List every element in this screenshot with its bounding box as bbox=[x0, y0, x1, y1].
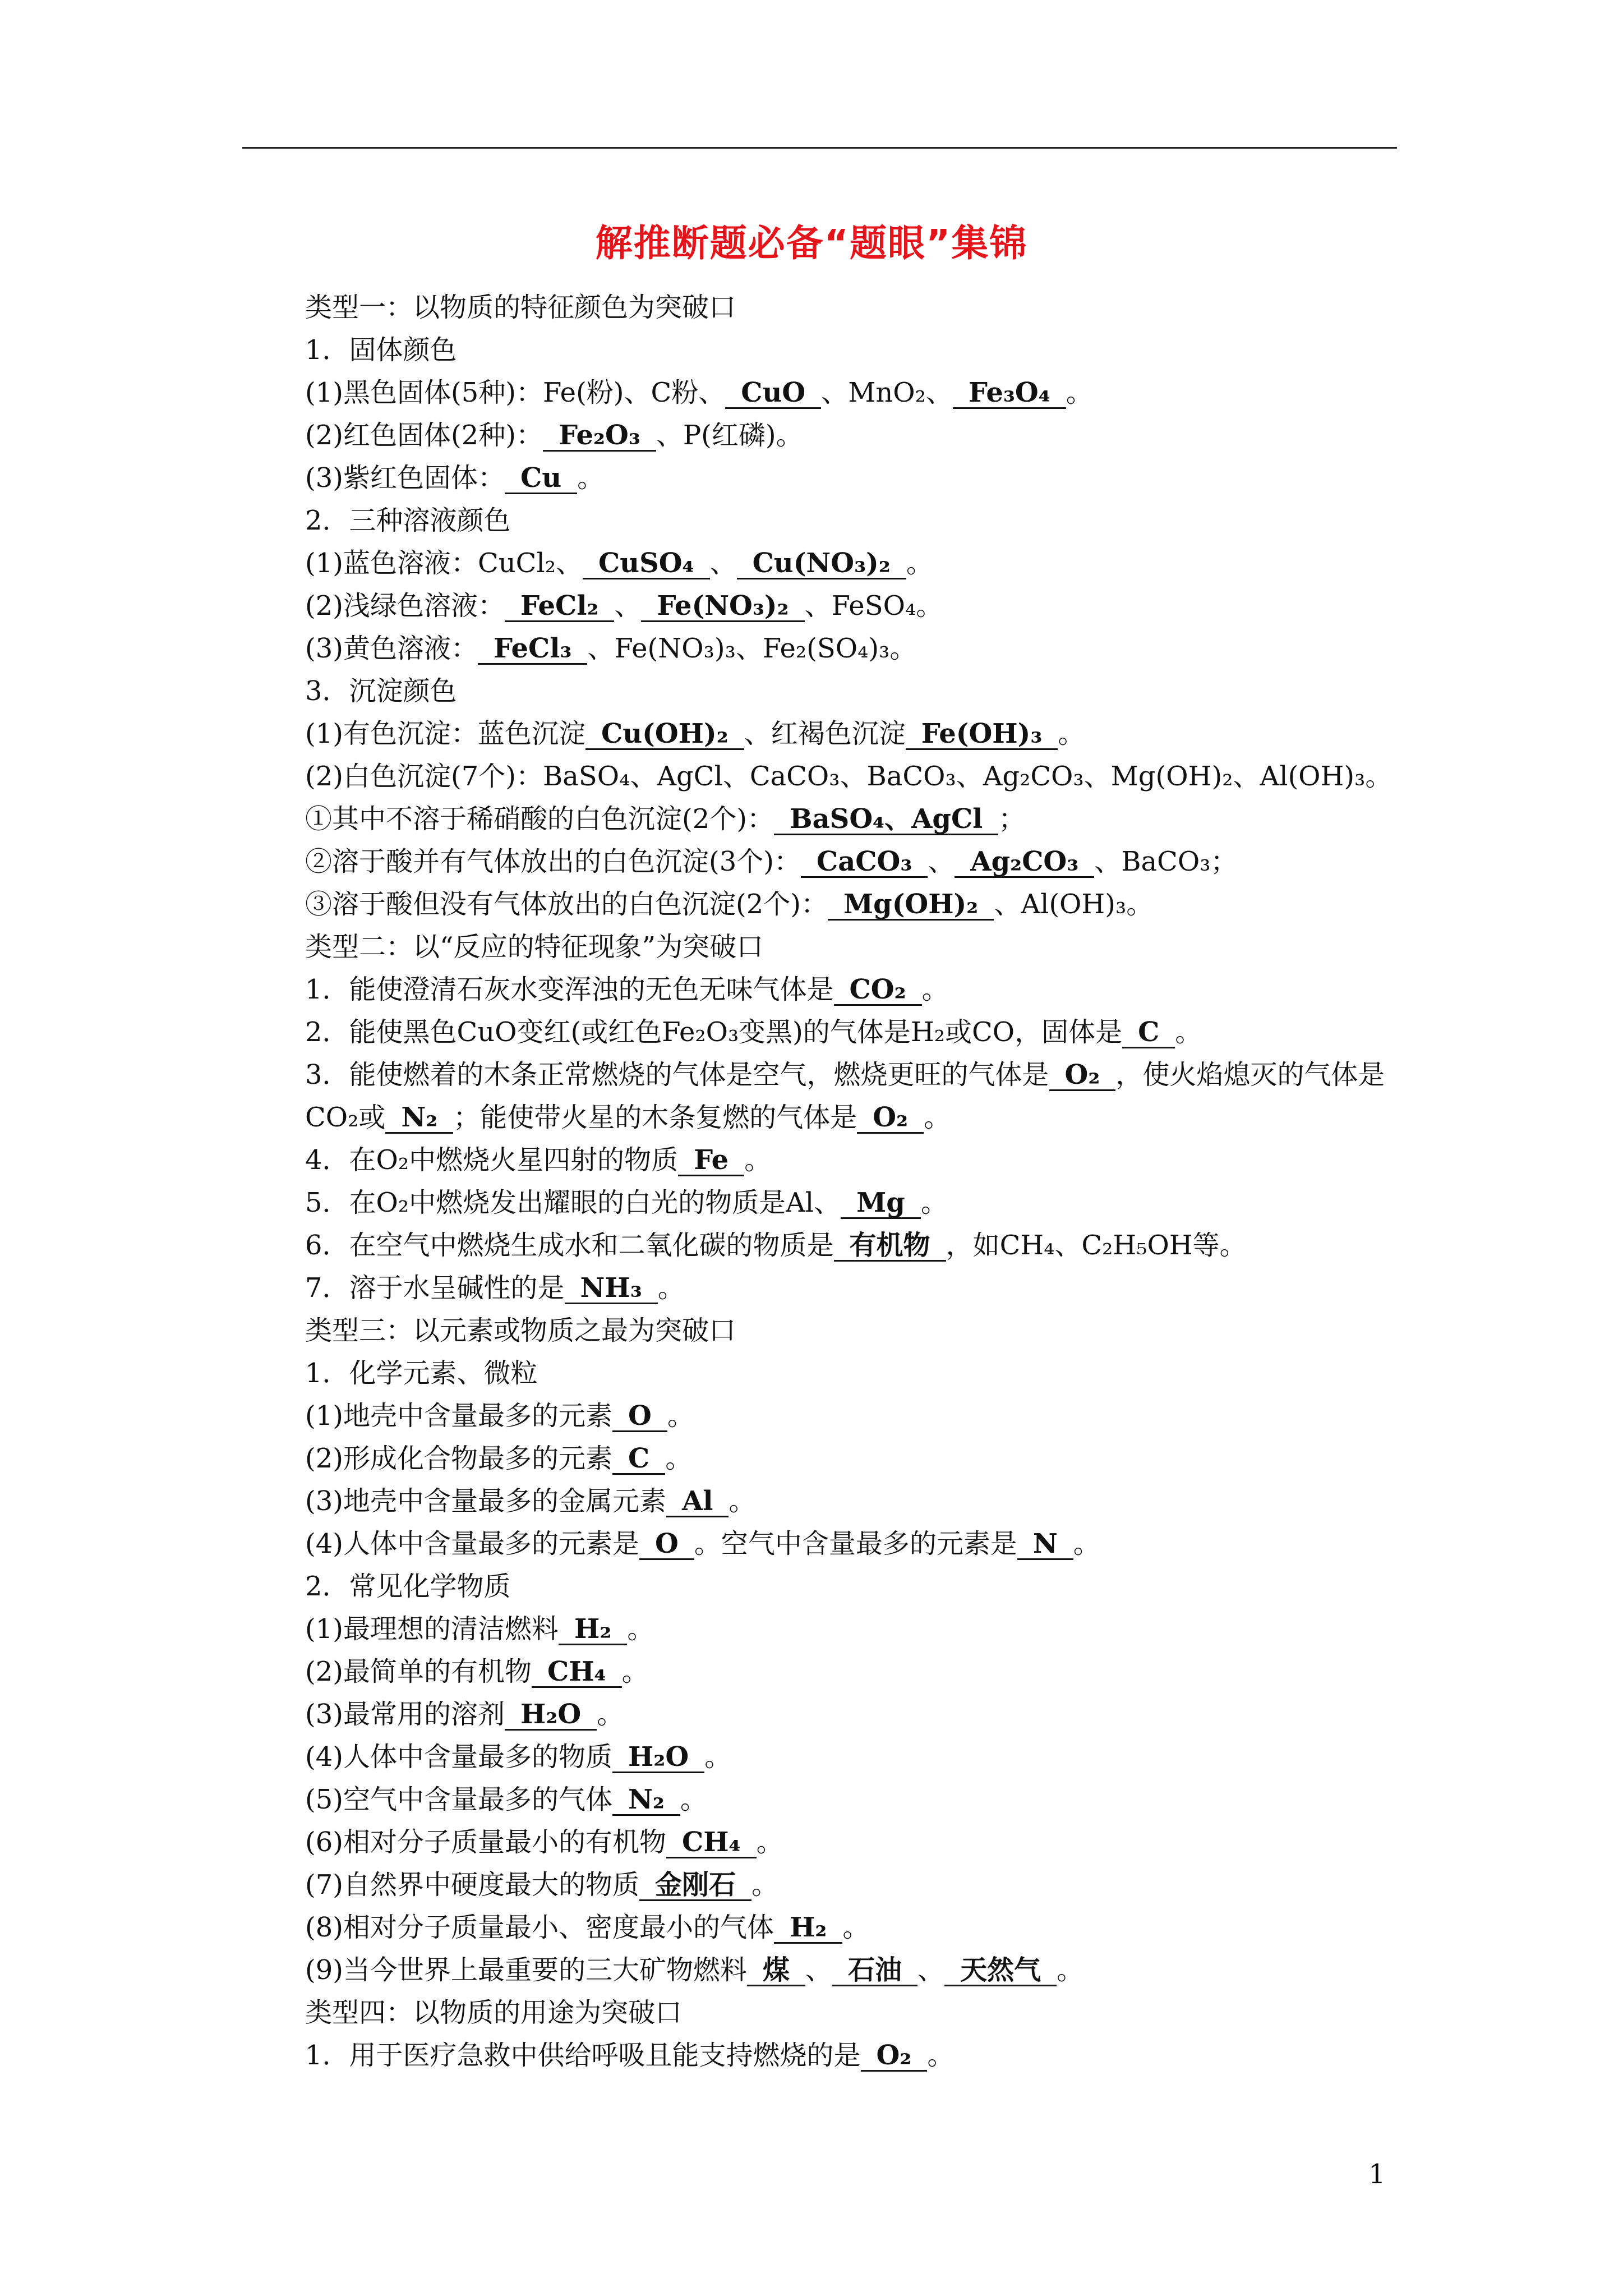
line-text: ③溶于酸但没有气体放出的白色沉淀(2个)： bbox=[305, 889, 828, 920]
line-text: 。 bbox=[704, 1741, 732, 1773]
answer-blank: H₂ bbox=[559, 1614, 627, 1645]
line-text: 7．溶于水呈碱性的是 bbox=[305, 1272, 565, 1304]
text-line bbox=[247, 968, 1402, 1011]
line-text: 、FeSO₄。 bbox=[804, 590, 943, 622]
text-line bbox=[247, 1736, 1402, 1778]
text-line bbox=[247, 371, 1402, 414]
text-line bbox=[247, 1608, 1402, 1650]
line-text: 。 bbox=[728, 1485, 756, 1517]
line-text: 、BaCO₃； bbox=[1094, 846, 1238, 877]
line-text: 、MnO₂、 bbox=[821, 377, 953, 408]
line-text: (3)地壳中含量最多的金属元素 bbox=[305, 1485, 666, 1517]
answer-blank: 金刚石 bbox=[639, 1870, 751, 1901]
text-line bbox=[247, 329, 1402, 371]
answer-blank: Fe₃O₄ bbox=[953, 378, 1066, 409]
line-text: (1)有色沉淀：蓝色沉淀 bbox=[305, 718, 585, 749]
answer-blank: CH₄ bbox=[532, 1657, 622, 1688]
answer-blank: Fe₂O₃ bbox=[543, 421, 656, 452]
line-text: 、 bbox=[917, 1954, 945, 1986]
line-text: 。 bbox=[1175, 1016, 1202, 1048]
answer-blank: BaSO₄、AgCl bbox=[774, 804, 998, 835]
answer-blank: FeCl₃ bbox=[478, 634, 587, 665]
line-text: 类型三：以元素或物质之最为突破口 bbox=[305, 1315, 736, 1346]
line-text: (4)人体中含量最多的物质 bbox=[305, 1741, 612, 1773]
line-text: (2)白色沉淀(7个)：BaSO₄、AgCl、CaCO₃、BaCO₃、Ag₂CO₃、Mg(OH)₂、Al(OH)₃。 bbox=[305, 761, 1393, 792]
answer-blank: Fe(OH)₃ bbox=[906, 719, 1058, 750]
answer-blank: C bbox=[1122, 1018, 1175, 1048]
text-line bbox=[247, 712, 1402, 755]
answer-blank: O₂ bbox=[861, 2041, 928, 2072]
line-text: 2．常见化学物质 bbox=[305, 1571, 511, 1602]
text-line bbox=[247, 1693, 1402, 1736]
text-line bbox=[247, 1778, 1402, 1821]
answer-blank: 有机物 bbox=[834, 1231, 946, 1262]
line-text: 2．三种溶液颜色 bbox=[305, 505, 511, 536]
answer-blank: Fe bbox=[678, 1145, 744, 1176]
line-text: 。 bbox=[1066, 377, 1093, 408]
answer-blank: Al bbox=[666, 1487, 728, 1517]
answer-blank: CH₄ bbox=[666, 1828, 757, 1858]
text-line bbox=[247, 1267, 1402, 1309]
answer-blank: CO₂ bbox=[834, 975, 922, 1006]
answer-blank: O₂ bbox=[1049, 1060, 1116, 1091]
answer-blank: Cu bbox=[505, 463, 577, 494]
line-text: 。 bbox=[621, 1656, 649, 1687]
text-line bbox=[247, 2034, 1402, 2077]
line-text: 6．在空气中燃烧生成水和二氧化碳的物质是 bbox=[305, 1230, 834, 1261]
line-text: 、 bbox=[928, 846, 955, 877]
text-line bbox=[247, 1821, 1402, 1864]
text-line bbox=[247, 1522, 1402, 1565]
text-line bbox=[247, 1224, 1402, 1267]
text-line bbox=[247, 798, 1402, 840]
page-title: 解推断题必备“题眼”集锦 bbox=[595, 222, 1028, 265]
line-text: 、Fe(NO₃)₃、Fe₂(SO₄)₃。 bbox=[587, 633, 917, 664]
line-text: (9)当今世界上最重要的三大矿物燃料 bbox=[305, 1954, 747, 1986]
line-text: 。 bbox=[627, 1613, 654, 1645]
line-text: 。 bbox=[906, 547, 933, 579]
line-text: 。 bbox=[921, 974, 949, 1005]
line-text: 、 bbox=[614, 590, 642, 622]
text-line bbox=[247, 414, 1402, 457]
answer-blank: 石油 bbox=[832, 1955, 917, 1986]
answer-blank: CuSO₄ bbox=[583, 549, 710, 579]
line-text: (8)相对分子质量最小、密度最小的气体 bbox=[305, 1912, 774, 1943]
text-line bbox=[247, 1565, 1402, 1608]
line-text: (1)地壳中含量最多的元素 bbox=[305, 1400, 612, 1432]
line-text: (6)相对分子质量最小的有机物 bbox=[305, 1826, 666, 1858]
line-text: ①其中不溶于稀硝酸的白色沉淀(2个)： bbox=[305, 803, 774, 835]
line-text: 、 bbox=[709, 547, 737, 579]
document-body bbox=[247, 286, 1402, 2077]
text-line bbox=[247, 1437, 1402, 1480]
line-text: 。 bbox=[924, 1102, 951, 1133]
line-text: 。 bbox=[920, 1187, 948, 1218]
text-line bbox=[247, 1906, 1402, 1949]
line-text: 、Al(OH)₃。 bbox=[994, 889, 1154, 920]
line-text: (2)形成化合物最多的元素 bbox=[305, 1443, 612, 1474]
line-text: 。 bbox=[657, 1272, 685, 1304]
line-text: 、P(红磷)。 bbox=[656, 420, 803, 451]
answer-blank: Mg(OH)₂ bbox=[828, 890, 994, 921]
answer-blank: CuO bbox=[725, 378, 821, 409]
text-line bbox=[247, 499, 1402, 542]
line-text: 1．用于医疗急救中供给呼吸且能支持燃烧的是 bbox=[305, 2040, 861, 2071]
line-text: (3)紫红色固体： bbox=[305, 462, 505, 494]
line-text: 。 bbox=[667, 1400, 694, 1432]
line-text: 。 bbox=[1057, 1954, 1084, 1986]
header-rule bbox=[242, 147, 1397, 149]
line-text: 。 bbox=[756, 1826, 783, 1858]
answer-blank: Ag₂CO₃ bbox=[955, 847, 1094, 878]
line-text: ，如CH₄、C₂H₅OH等。 bbox=[946, 1230, 1247, 1261]
line-text: 。 bbox=[751, 1869, 779, 1901]
answer-blank: O bbox=[639, 1529, 694, 1560]
line-text: 。 bbox=[1058, 718, 1085, 749]
answer-blank: O₂ bbox=[857, 1103, 924, 1134]
line-text: 。 bbox=[597, 1699, 624, 1730]
line-text: 、红褐色沉淀 bbox=[744, 718, 906, 749]
line-text: ；能使带火星的木条复燃的气体是 bbox=[453, 1102, 857, 1133]
answer-blank: N₂ bbox=[385, 1103, 453, 1134]
line-text: (1)最理想的清洁燃料 bbox=[305, 1613, 559, 1645]
text-line bbox=[247, 840, 1402, 883]
text-line bbox=[247, 926, 1402, 968]
line-text: (1)蓝色溶液：CuCl₂、 bbox=[305, 547, 583, 579]
line-text: ②溶于酸并有气体放出的白色沉淀(3个)： bbox=[305, 846, 801, 877]
text-line bbox=[247, 457, 1402, 499]
line-text: (3)黄色溶液： bbox=[305, 633, 478, 664]
line-text: (3)最常用的溶剂 bbox=[305, 1699, 505, 1730]
text-line bbox=[247, 1053, 1402, 1139]
text-line bbox=[247, 755, 1402, 798]
text-line bbox=[247, 627, 1402, 670]
text-line bbox=[247, 1395, 1402, 1437]
answer-blank: N₂ bbox=[612, 1785, 680, 1816]
line-text: (2)最简单的有机物 bbox=[305, 1656, 532, 1687]
line-text: (7)自然界中硬度最大的物质 bbox=[305, 1869, 639, 1901]
answer-blank: Cu(OH)₂ bbox=[585, 719, 744, 750]
answer-blank: Fe(NO₃)₂ bbox=[641, 591, 804, 622]
answer-blank: H₂O bbox=[505, 1700, 597, 1731]
answer-blank: Mg bbox=[841, 1188, 921, 1219]
text-line bbox=[247, 670, 1402, 712]
line-text: (4)人体中含量最多的元素是 bbox=[305, 1528, 639, 1559]
answer-blank: C bbox=[612, 1444, 665, 1475]
text-line bbox=[247, 286, 1402, 329]
line-text: 。 bbox=[665, 1443, 693, 1474]
text-line bbox=[247, 1309, 1402, 1352]
answer-blank: FeCl₂ bbox=[505, 591, 614, 622]
line-text: (2)红色固体(2种)： bbox=[305, 420, 543, 451]
text-line bbox=[247, 1480, 1402, 1522]
line-text: 3．能使燃着的木条正常燃烧的气体是空气，燃烧更旺的气体是 bbox=[305, 1059, 1049, 1091]
text-line bbox=[247, 542, 1402, 585]
line-text: 5．在O₂中燃烧发出耀眼的白光的物质是Al、 bbox=[305, 1187, 841, 1218]
line-text: 。 bbox=[842, 1912, 870, 1943]
text-line bbox=[247, 1650, 1402, 1693]
line-text: 4．在O₂中燃烧火星四射的物质 bbox=[305, 1144, 679, 1176]
text-line bbox=[247, 1011, 1402, 1053]
text-line bbox=[247, 1864, 1402, 1906]
line-text: 3．沉淀颜色 bbox=[305, 675, 457, 707]
answer-blank: H₂O bbox=[612, 1742, 704, 1773]
line-text: (1)黑色固体(5种)：Fe(粉)、C粉、 bbox=[305, 377, 726, 408]
line-text: 。 bbox=[1073, 1528, 1100, 1559]
answer-blank: O bbox=[612, 1401, 667, 1432]
line-text: 。 bbox=[927, 2040, 955, 2071]
line-text: 1．能使澄清石灰水变浑浊的无色无味气体是 bbox=[305, 974, 834, 1005]
line-text: ； bbox=[998, 803, 1026, 835]
answer-blank: H₂ bbox=[774, 1913, 842, 1944]
text-line bbox=[247, 883, 1402, 926]
answer-blank: 煤 bbox=[747, 1955, 805, 1986]
line-text: 。空气中含量最多的元素是 bbox=[694, 1528, 1017, 1559]
answer-blank: NH₃ bbox=[565, 1273, 658, 1304]
line-text: (5)空气中含量最多的气体 bbox=[305, 1784, 612, 1815]
text-line bbox=[247, 1139, 1402, 1181]
line-text: 。 bbox=[680, 1784, 707, 1815]
line-text: 。 bbox=[577, 462, 605, 494]
text-line bbox=[247, 1181, 1402, 1224]
line-text: 类型二：以“反应的特征现象”为突破口 bbox=[305, 931, 764, 963]
answer-blank: Cu(NO₃)₂ bbox=[737, 549, 906, 579]
page-number: 1 bbox=[1368, 2159, 1386, 2190]
text-line bbox=[247, 585, 1402, 627]
line-text: 1．固体颜色 bbox=[305, 334, 457, 366]
text-line bbox=[247, 1352, 1402, 1395]
answer-blank: CaCO₃ bbox=[801, 847, 928, 878]
answer-blank: 天然气 bbox=[944, 1955, 1057, 1986]
text-line bbox=[247, 1949, 1402, 1991]
line-text: ，使火焰熄灭的气体是CO₂或 bbox=[305, 1059, 1385, 1133]
line-text: 类型四：以物质的用途为突破口 bbox=[305, 1997, 683, 2028]
line-text: 1．化学元素、微粒 bbox=[305, 1358, 538, 1389]
line-text: 。 bbox=[744, 1144, 772, 1176]
answer-blank: N bbox=[1017, 1529, 1073, 1560]
text-line bbox=[247, 1991, 1402, 2034]
line-text: 类型一：以物质的特征颜色为突破口 bbox=[305, 292, 736, 323]
line-text: 、 bbox=[805, 1954, 833, 1986]
line-text: (2)浅绿色溶液： bbox=[305, 590, 505, 622]
line-text: 2．能使黑色CuO变红(或红色Fe₂O₃变黑)的气体是H₂或CO，固体是 bbox=[305, 1016, 1123, 1048]
